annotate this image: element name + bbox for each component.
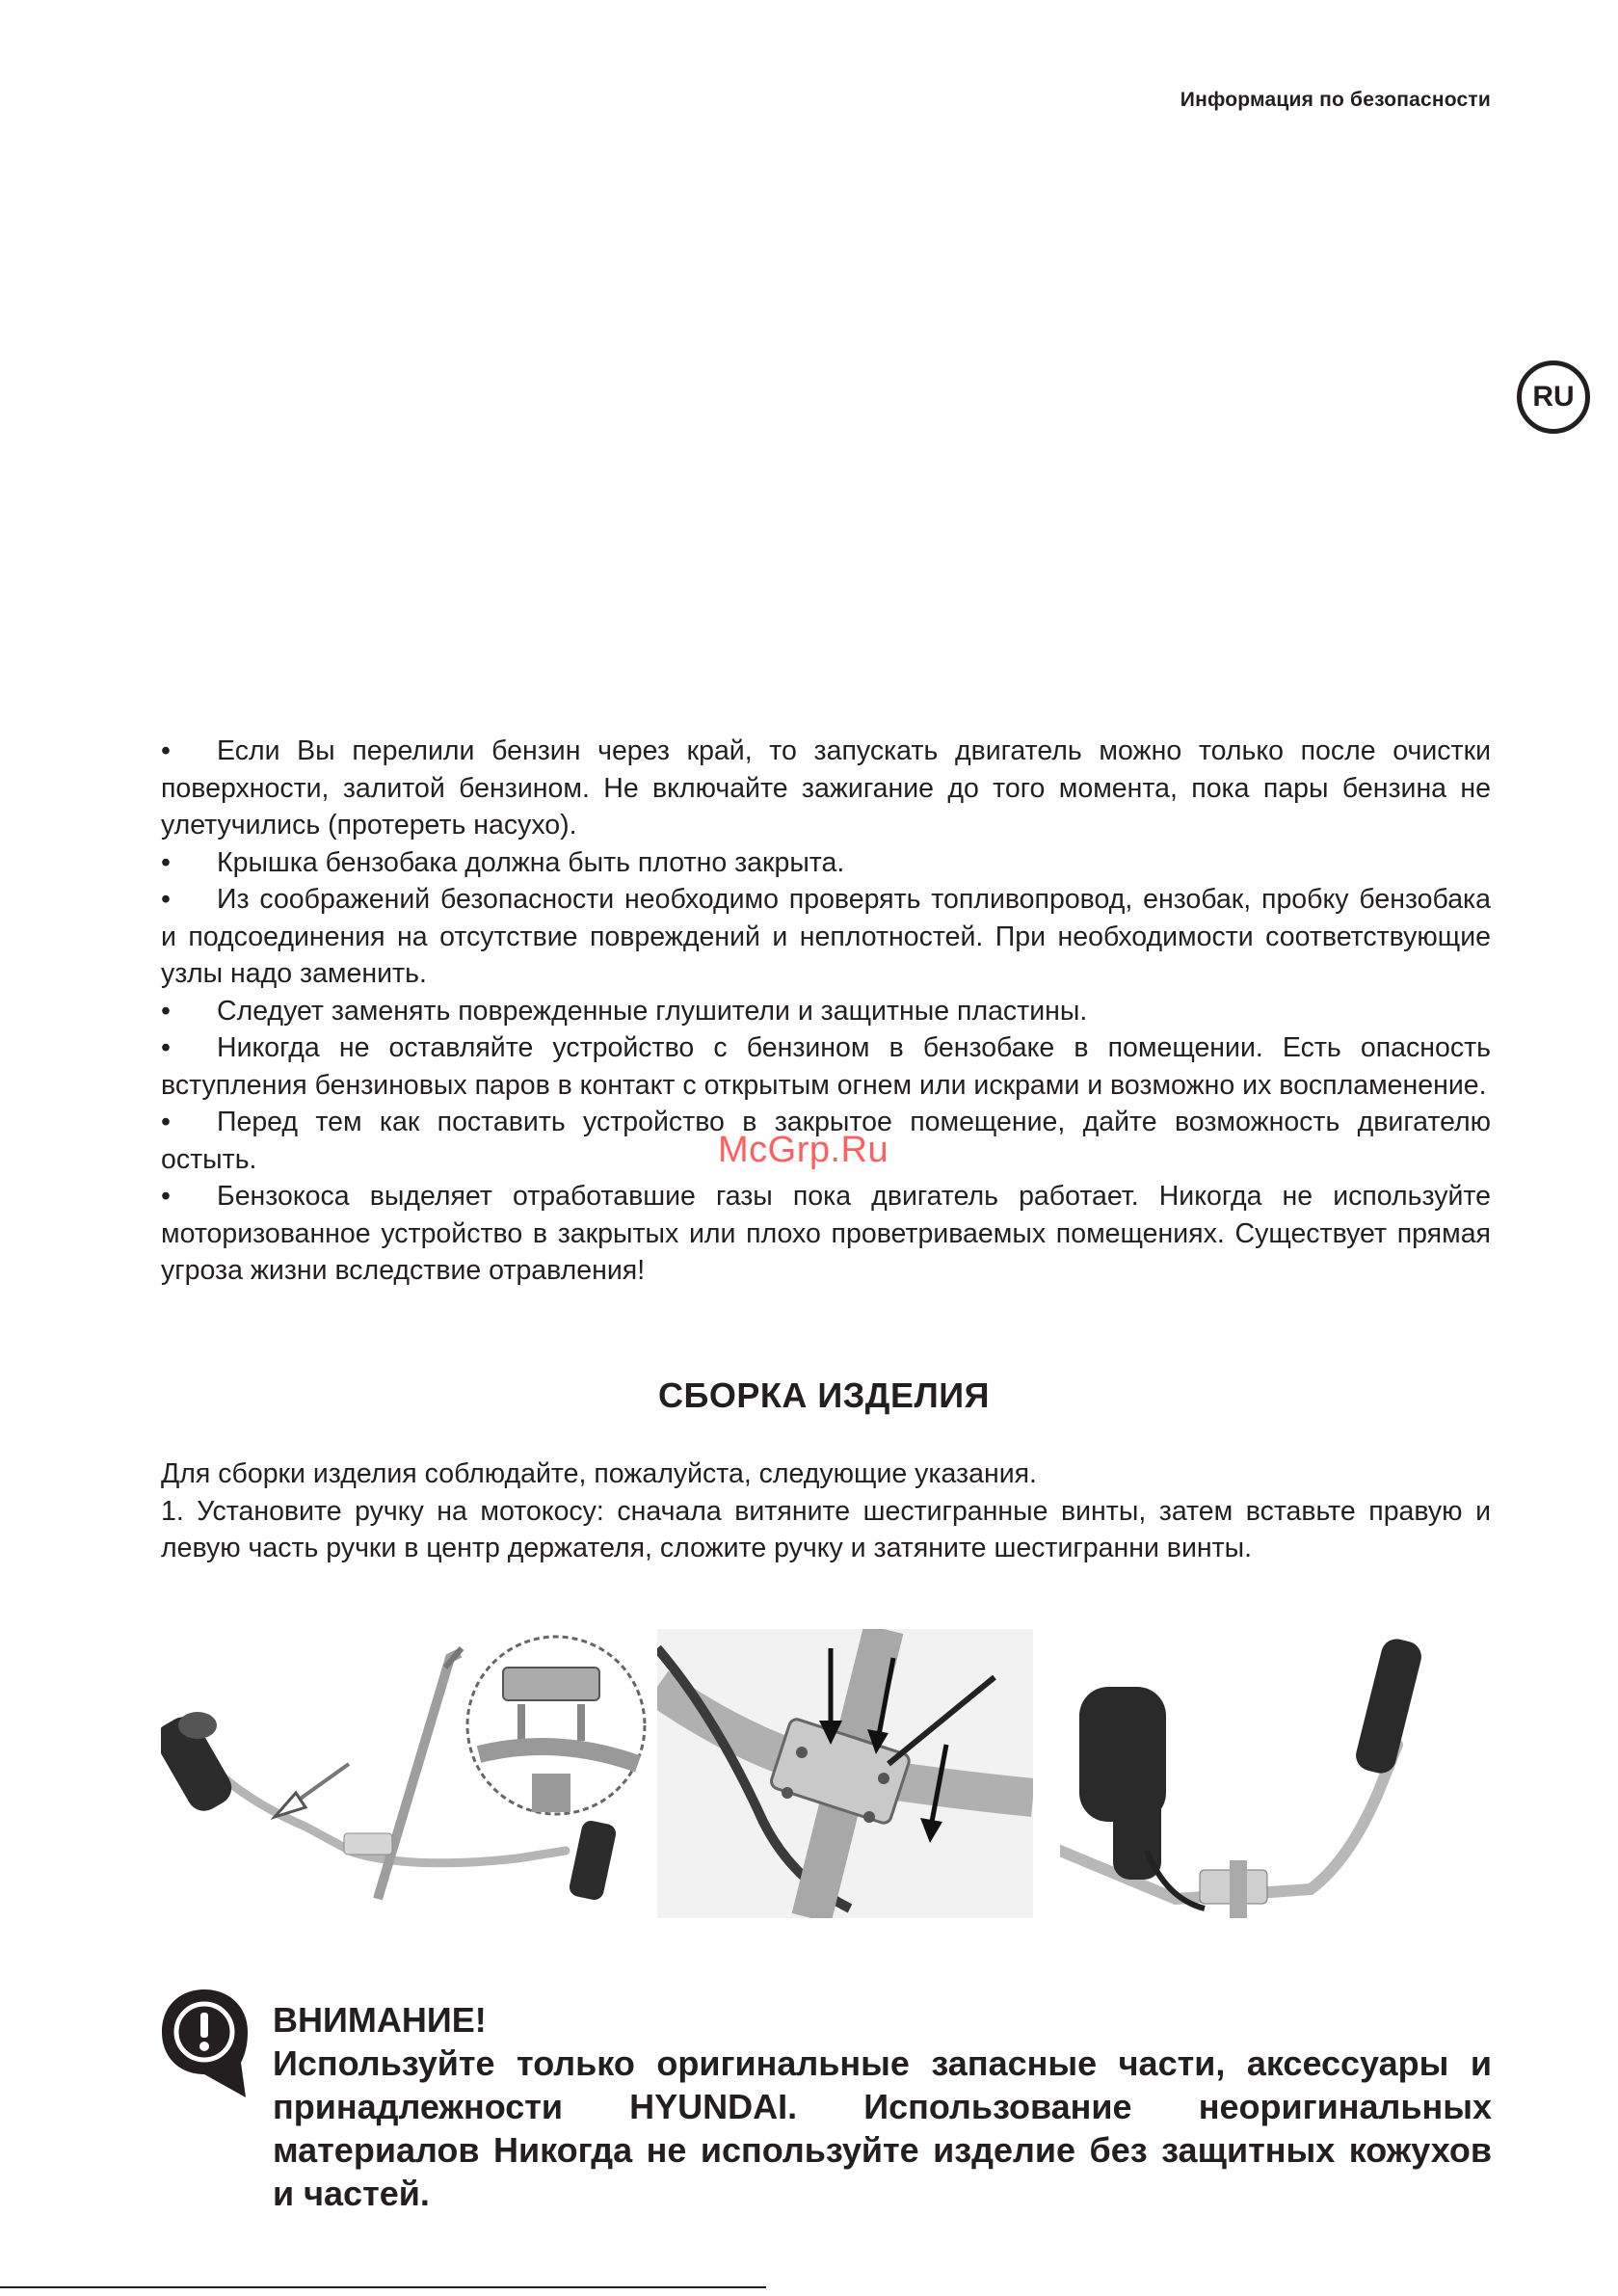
bullet-text: Крышка бензобака должна быть плотно закрыта. [217,846,845,878]
assembly-instructions [161,1455,1491,1567]
section-title: СБОРКА ИЗДЕЛИЯ [658,1375,990,1415]
safety-bullet-item [161,733,1491,844]
bullet-dot: • [161,1181,171,1212]
handle-mounting-overview-drawing [161,1629,652,1918]
bullet-text: Из соображений безопасности необходимо проверять топливопровод, ензобак, пробку бензобака и подсоединения на отсутствие повреждений и неплотностей. При необходимости соответствующие узлы надо заменить. [161,884,1491,989]
safety-bullet-item [161,1178,1491,1290]
bullet-dot: • [161,846,171,878]
watermark: McGrp.Ru [718,1130,889,1170]
bullet-text: Перед тем как поставить устройство в закрытое помещение, дайте возможность двигателю остыть. [161,1107,1491,1175]
bullet-dot: • [161,884,171,915]
assembly-intro: Для сборки изделия соблюдайте, пожалуйста, следующие указания. [161,1458,1037,1489]
safety-bullet-item [161,1029,1491,1104]
warning-text: Используйте только оригинальные запасные части, аксессуары и принадлежности HYUNDAI. Использование неоригинальных материалов Никогда не используйте изделие без защитных кожухов и частей. [273,2043,1492,2213]
warning-block [273,1998,1492,2215]
handle-mounting-overview-image [161,1629,652,1918]
handle-clamp-screws-drawing [657,1629,1033,1918]
page-header-title: Информация по безопасности [1180,89,1491,111]
warning-title: ВНИМАНИЕ! [273,2000,487,2040]
safety-bullet-list [161,733,1491,1290]
bullet-text: Если Вы перелили бензин через край, то запускать двигатель можно только после очистки поверхности, залитой бензином. Не включайте зажигание до того момента, пока пары бензина не улетучились (протереть насухо). [161,735,1491,841]
safety-bullet-item [161,881,1491,993]
language-badge: RU [1517,360,1590,434]
bullet-dot: • [161,1107,171,1137]
bullet-text: Следует заменять поврежденные глушители и защитные пластины. [217,995,1088,1027]
bullet-dot: • [161,995,171,1027]
handle-clamp-screws-image [657,1629,1033,1918]
bottom-divider [0,2286,766,2288]
bullet-text: Бензокоса выделяет отработавшие газы пока двигатель работает. Никогда не используйте моторизованное устройство в закрытых или плохо проветриваемых помещениях. Существует прямая угроза жизни вследствие отравления! [161,1181,1491,1286]
assembly-step: 1. Установите ручку на мотокосу: сначала витяните шестигранные винты, затем вставьте правую и левую часть ручки в центр держателя, сложите ручку и затяните шестигранни винты. [161,1495,1491,1563]
bullet-dot: • [161,735,171,766]
warning-exclamation-icon [159,1986,251,2101]
safety-bullet-item [161,993,1491,1030]
handle-assembled-image [1060,1629,1441,1918]
handle-assembled-drawing [1060,1629,1441,1918]
bullet-text: Никогда не оставляйте устройство с бензином в бензобаке в помещении. Есть опасность вступления бензиновых паров в контакт с открытым огнем или искрами и возможно их воспламенение. [161,1032,1491,1101]
bullet-dot: • [161,1032,171,1063]
safety-bullet-item [161,844,1491,882]
